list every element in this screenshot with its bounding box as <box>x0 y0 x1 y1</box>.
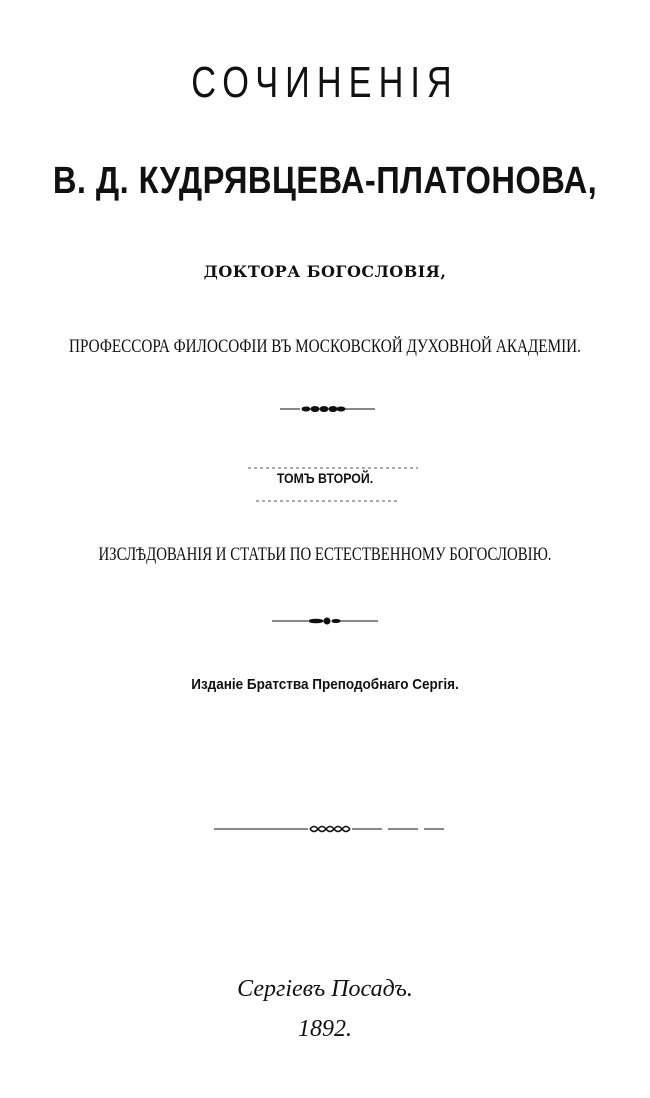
works-heading: СОЧИНЕНІЯ <box>191 58 459 107</box>
publication-year: 1892. <box>298 1016 352 1042</box>
author-professorship: ПРОФЕССОРА ФИЛОСОФІИ ВЪ МОСКОВСКОЙ ДУХОВНОЙ АКАДЕМІИ. <box>69 336 581 357</box>
author-name: В. Д. КУДРЯВЦЕВА-ПЛАТОНОВА, <box>52 160 598 202</box>
edition-note: Изданіе Братства Преподобнаго Сергія. <box>191 676 459 693</box>
author-degree: ДОКТОРА БОГОСЛОВІЯ, <box>203 262 447 281</box>
publication-place: Сергіевъ Посадъ. <box>237 976 413 1002</box>
volume-subtitle: ИЗСЛѢДОВАНІЯ И СТАТЬИ ПО ЕСТЕСТВЕННОМУ БОГОСЛОВІЮ. <box>98 544 552 565</box>
volume-label: ТОМЪ ВТОРОЙ. <box>276 470 374 486</box>
